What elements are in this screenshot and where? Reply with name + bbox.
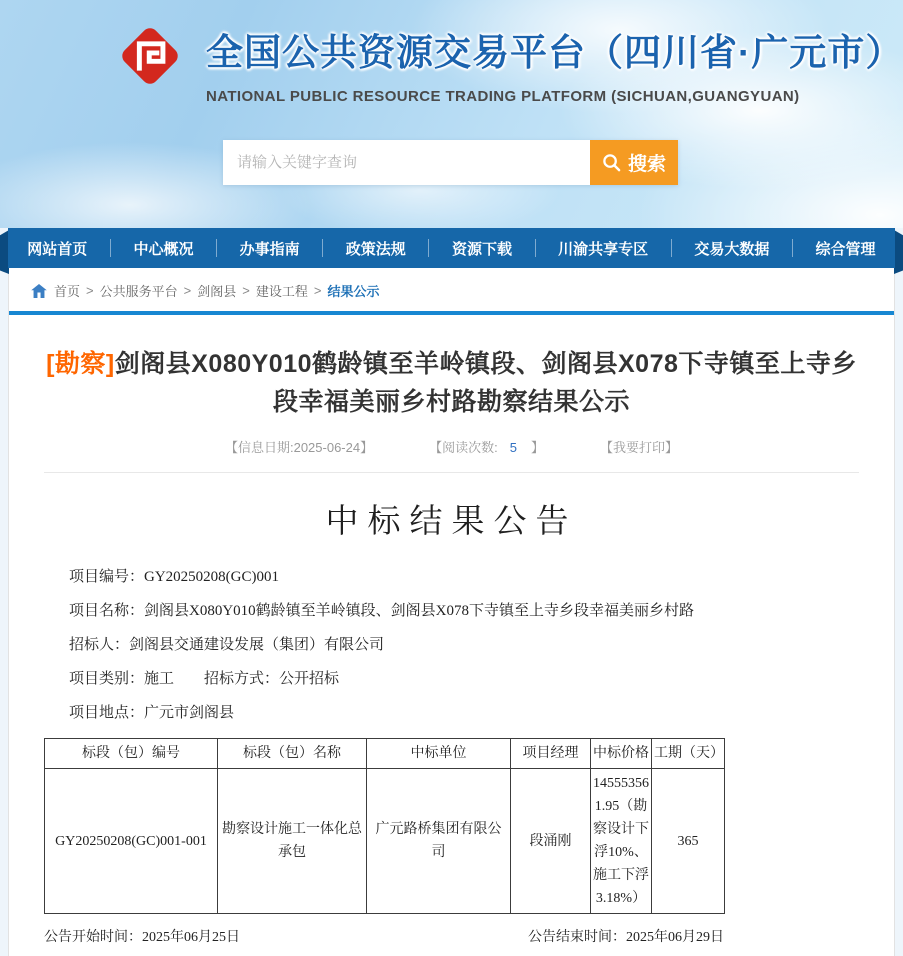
headline-category-tag: [勘察] xyxy=(46,350,115,378)
nav-divider xyxy=(110,239,111,257)
col-manager: 项目经理 xyxy=(511,739,591,769)
breadcrumb-current[interactable]: 结果公示 xyxy=(327,284,380,299)
search-bar xyxy=(223,140,678,185)
info-views-prefix: 【阅读次数: xyxy=(429,440,498,455)
article-headline xyxy=(44,345,859,421)
site-header xyxy=(0,0,903,228)
headline-text: 剑阁县X080Y010鹤龄镇至羊岭镇段、剑阁县X078下寺镇至上寺乡段幸福美丽乡村路勘察结果公示 xyxy=(114,350,857,416)
nav-item-home[interactable]: 网站首页 xyxy=(27,240,88,258)
platform-logo-icon xyxy=(112,16,188,96)
col-duration: 工期（天） xyxy=(652,739,725,769)
nav-item-overview[interactable]: 中心概况 xyxy=(133,240,194,258)
nav-divider xyxy=(535,239,536,257)
info-views-count: 5 xyxy=(509,440,517,455)
content-panel xyxy=(8,268,895,956)
col-price: 中标价格 xyxy=(591,739,652,769)
main-nav-wrap xyxy=(0,228,903,268)
home-icon xyxy=(31,284,47,298)
search-button-label: 搜索 xyxy=(627,154,666,175)
nav-divider xyxy=(671,239,672,257)
field-project-name: 项目名称：剑阁县X080Y010鹤龄镇至羊岭镇段、剑阁县X078下寺镇至上寺乡段幸福美丽乡村路 xyxy=(69,603,695,619)
nav-item-bigdata[interactable]: 交易大数据 xyxy=(694,240,770,258)
cell-manager: 段涌刚 xyxy=(511,769,591,914)
info-views xyxy=(429,437,544,456)
nav-divider xyxy=(322,239,323,257)
cell-section-name: 勘察设计施工一体化总承包 xyxy=(218,769,367,914)
nav-divider xyxy=(216,239,217,257)
announcement-dates xyxy=(44,926,724,956)
col-section-name: 标段（包）名称 xyxy=(218,739,367,769)
announcement-body xyxy=(44,560,859,956)
breadcrumb xyxy=(9,268,894,311)
breadcrumb-project[interactable]: 建设工程 xyxy=(255,284,308,299)
article-info-bar xyxy=(44,437,859,473)
announcement-end-date: 公告结束时间：2025年06月29日 xyxy=(528,930,724,945)
col-winner: 中标单位 xyxy=(367,739,511,769)
field-project-number: 项目编号：GY20250208(GC)001 xyxy=(69,569,279,585)
site-title: 全国公共资源交易平台（四川省·广元市） xyxy=(206,32,903,73)
nav-divider xyxy=(428,239,429,257)
table-row xyxy=(45,769,725,914)
col-section-number: 标段（包）编号 xyxy=(45,739,218,769)
search-icon xyxy=(602,153,621,172)
cell-winner: 广元路桥集团有限公司 xyxy=(367,769,511,914)
breadcrumb-county[interactable]: 剑阁县 xyxy=(197,284,237,299)
breadcrumb-separator: > xyxy=(183,283,192,298)
announcement-start-date: 公告开始时间：2025年06月25日 xyxy=(44,930,240,945)
announcement-title: 中标结果公告 xyxy=(325,504,578,540)
breadcrumb-separator: > xyxy=(86,283,94,298)
breadcrumb-separator: > xyxy=(313,283,322,298)
breadcrumb-service[interactable]: 公共服务平台 xyxy=(99,284,178,299)
field-location: 项目地点：广元市剑阁县 xyxy=(69,705,235,721)
nav-item-chuanyu[interactable]: 川渝共享专区 xyxy=(558,240,649,258)
field-category-method: 项目类别：施工 招标方式：公开招标 xyxy=(69,671,340,687)
cell-price: 145553561.95（勘察设计下浮10%、施工下浮3.18%） xyxy=(591,769,652,914)
cell-duration: 365 xyxy=(652,769,725,914)
brand-block xyxy=(112,16,903,105)
cell-section-number: GY20250208(GC)001-001 xyxy=(45,769,218,914)
breadcrumb-home[interactable]: 首页 xyxy=(54,284,81,299)
nav-fold-right-decoration xyxy=(894,230,903,274)
nav-item-guide[interactable]: 办事指南 xyxy=(239,240,300,258)
print-link[interactable]: 【我要打印】 xyxy=(599,440,678,455)
site-subtitle: NATIONAL PUBLIC RESOURCE TRADING PLATFORM (SICHUAN,GUANGYUAN) xyxy=(206,88,800,105)
info-views-suffix: 】 xyxy=(530,440,544,455)
main-nav xyxy=(8,228,895,268)
nav-item-download[interactable]: 资源下载 xyxy=(451,240,512,258)
info-date: 【信息日期:2025-06-24】 xyxy=(224,440,374,455)
nav-item-policy[interactable]: 政策法规 xyxy=(345,240,406,258)
field-tenderer: 招标人：剑阁县交通建设发展（集团）有限公司 xyxy=(69,637,385,653)
search-button[interactable] xyxy=(590,140,678,185)
breadcrumb-separator: > xyxy=(242,283,250,298)
table-header-row xyxy=(45,739,725,769)
nav-item-management[interactable]: 综合管理 xyxy=(815,240,876,258)
bid-result-table xyxy=(44,738,725,914)
article xyxy=(9,315,894,956)
search-input[interactable] xyxy=(223,140,590,185)
nav-divider xyxy=(792,239,793,257)
